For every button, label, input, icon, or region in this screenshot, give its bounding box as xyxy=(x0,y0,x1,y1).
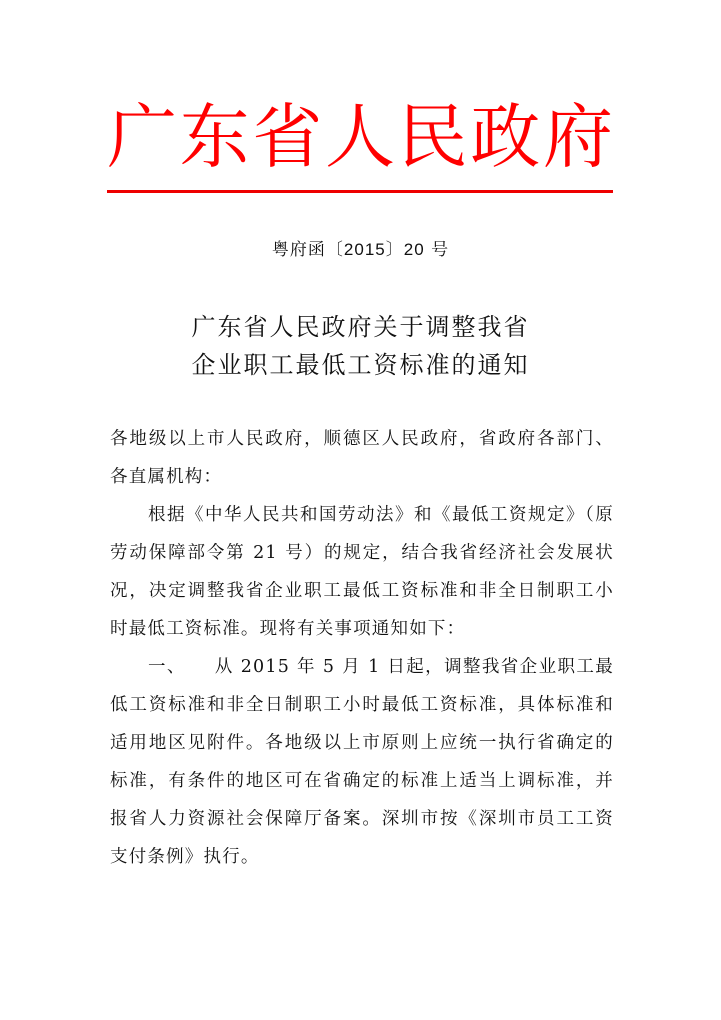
masthead-char: 人 xyxy=(324,96,395,178)
masthead-char: 省 xyxy=(252,96,323,178)
masthead-char: 广 xyxy=(107,96,177,178)
masthead-char: 政 xyxy=(470,96,541,178)
doc-number-value: 20 xyxy=(403,240,425,259)
document-number xyxy=(0,238,721,262)
title-line-2: 企业职工最低工资标准的通知 xyxy=(191,351,530,379)
addressee-paragraph: 各地级以上市人民政府，顺德区人民政府，省政府各部门、各直属机构： xyxy=(110,429,614,487)
doc-number-prefix: 粤府函 xyxy=(271,240,326,260)
intro-paragraph: 根据《中华人民共和国劳动法》和《最低工资规定》（原劳动保障部令第 21 号）的规定，结合我省经济社会发展状况，决定调整我省企业职工最低工资标准和非全日制职工小时最低工资标准。现将有关事项通知如下： xyxy=(110,505,614,639)
item-1-paragraph: 一、 从 2015 年 5 月 1 日起，调整我省企业职工最低工资标准和非全日制职工小时最低工资标准，具体标准和适用地区见附件。各地级以上市原则上应统一执行省确定的标准，有条件的地区可在省确定的标准上适当上调标准，并报省人力资源社会保障厅备案。深圳市按《深圳市员工工资支付条例》执行。 xyxy=(110,657,614,867)
doc-number-year: 〔2015〕 xyxy=(325,240,404,259)
doc-number-suffix: 号 xyxy=(431,240,450,260)
masthead-title xyxy=(107,92,613,182)
document-title xyxy=(0,308,721,384)
title-line-1: 广东省人民政府关于调整我省 xyxy=(191,313,530,341)
masthead-char: 府 xyxy=(542,96,613,178)
masthead-char: 民 xyxy=(397,96,468,178)
document-body xyxy=(110,420,614,876)
red-divider-line xyxy=(107,190,613,193)
masthead-char: 东 xyxy=(179,96,250,178)
